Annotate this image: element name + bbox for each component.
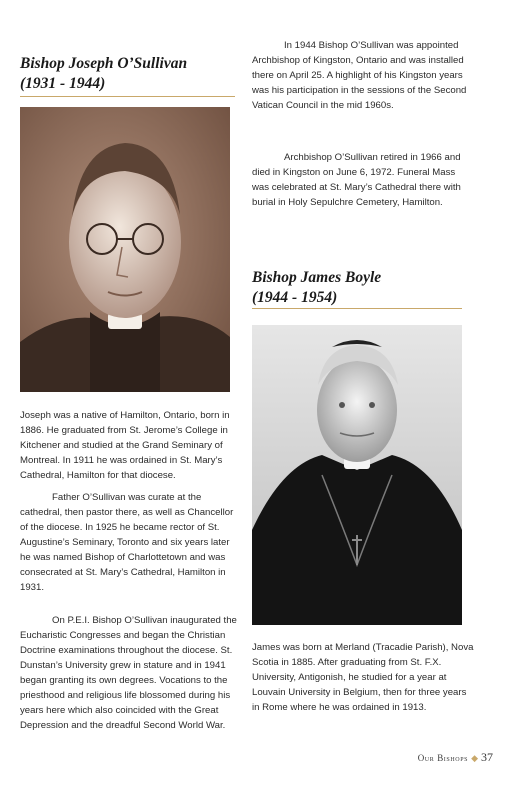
heading-james-boyle bbox=[252, 268, 381, 308]
heading-joseph-osullivan bbox=[20, 54, 187, 94]
heading-dates: (1931 - 1944) bbox=[20, 75, 106, 92]
portrait-joseph-osullivan bbox=[20, 107, 230, 392]
page-footer bbox=[418, 748, 493, 766]
heading-rule bbox=[20, 96, 235, 97]
heading-dates: (1944 - 1954) bbox=[252, 289, 338, 306]
heading-rule bbox=[252, 308, 462, 309]
heading-name: Bishop James Boyle bbox=[252, 269, 382, 286]
paragraph-early-life: Joseph was a native of Hamilton, Ontario, born in 1886. He graduated from St. Jerome’s College in Kitchener and studied at the Grand Seminary of Montreal. In 1911 he was ordained in St. Mary’s Cathedral, Hamilton for that diocese. bbox=[20, 410, 230, 481]
portrait-james-boyle bbox=[252, 325, 462, 625]
heading-name: Bishop Joseph O’Sullivan bbox=[20, 55, 188, 72]
paragraph-pei-years: On P.E.I. Bishop O’Sullivan inaugurated the Eucharistic Congresses and began the Christian Doctrine examinations throughout the diocese. St. Dunstan’s University grew in stature and in 1941 began granting its own degrees. Vocations to the priesthood and religious life blossomed during his years here which also coincided with the Great Depression and the dreadful Second World War. bbox=[20, 615, 237, 731]
footer-section-label: Our Bishops bbox=[417, 753, 469, 763]
paragraph-boyle-early-life: James was born at Merland (Tracadie Parish), Nova Scotia in 1885. After graduating from St. F.X. University, Antigonish, he studied for a year at Louvain University in Belgium, then for three years in Rome where he was ordained in 1913. bbox=[252, 642, 474, 713]
paragraph-priesthood: Father O’Sullivan was curate at the cathedral, then pastor there, as well as Chancellor of the diocese. In 1925 he became rector of St. Augustine’s Seminary, Toronto and six years later he was named Bishop of Charlottetown and was consecrated at St. Mary’s Cathedral, Hamilton in 1931. bbox=[20, 492, 234, 593]
paragraph-kingston: In 1944 Bishop O’Sullivan was appointed Archbishop of Kingston, Ontario and was installed there on April 25. A highlight of his Kingston years was his participation in the sessions of the Second Vatican Council in the mid 1960s. bbox=[252, 40, 467, 111]
page-number: 37 bbox=[481, 750, 493, 764]
diamond-icon: ◆ bbox=[471, 753, 478, 763]
paragraph-retirement: Archbishop O’Sullivan retired in 1966 and died in Kingston on June 6, 1972. Funeral Mass was celebrated at St. Mary’s Cathedral there with burial in Holy Sepulchre Cemetery, Hamilton. bbox=[252, 152, 461, 208]
